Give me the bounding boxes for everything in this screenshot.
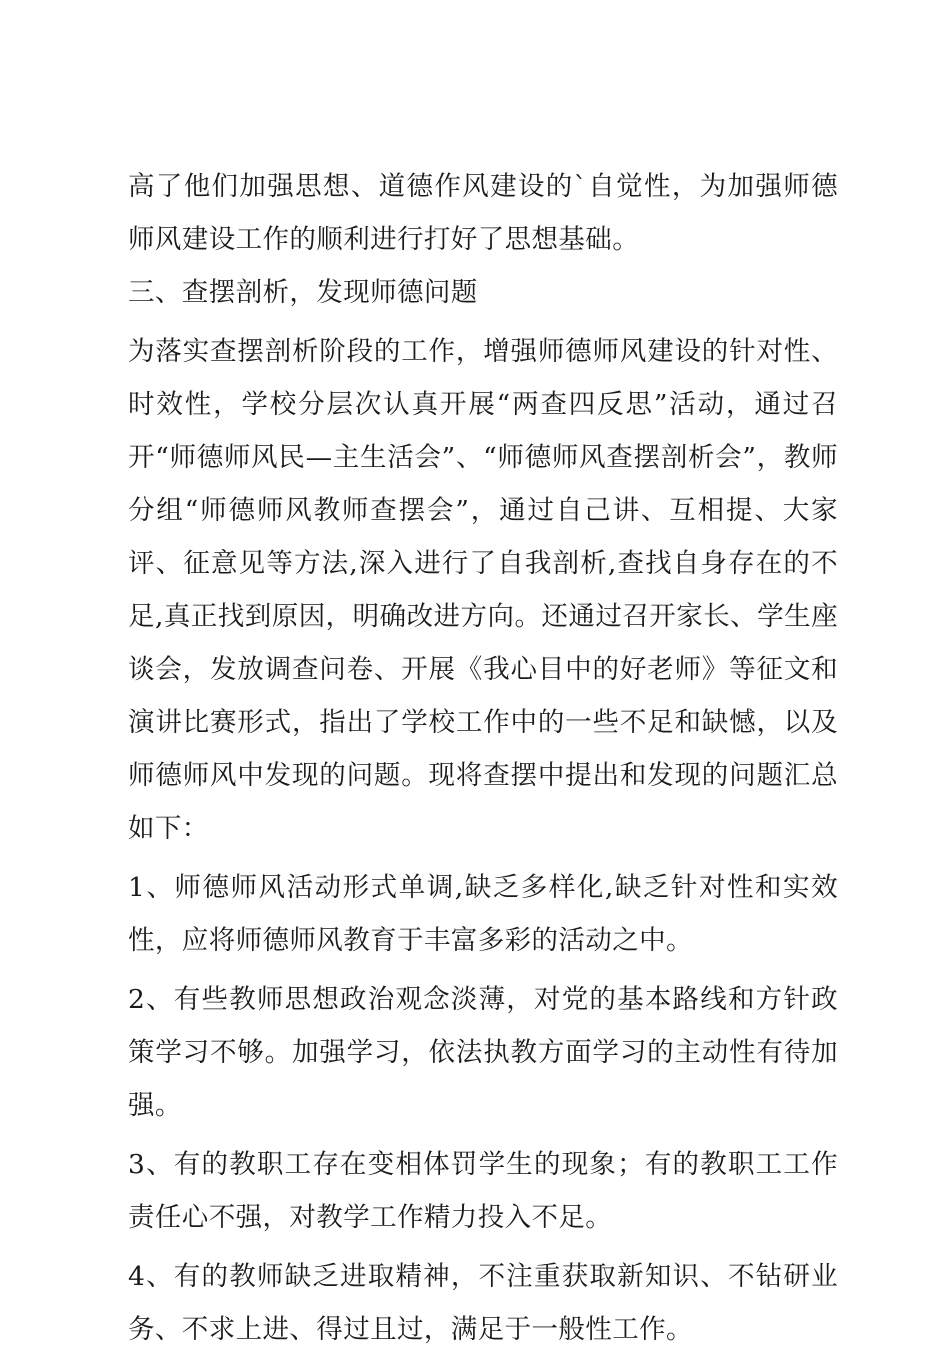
section-heading: 三、查摆剖析，发现师德问题 xyxy=(128,277,478,308)
paragraph-continuation: 高了他们加强思想、道德作风建设的`自觉性，为加强师德师风建设工作的顺利进行打好了思想基础。 xyxy=(128,171,838,255)
document-body xyxy=(128,160,838,1356)
list-item-3: 3、有的教职工存在变相体罚学生的现象；有的教职工工作责任心不强，对教学工作精力投入不足。 xyxy=(128,1149,838,1233)
list-item-2: 2、有些教师思想政治观念淡薄，对党的基本路线和方针政策学习不够。加强学习，依法执教方面学习的主动性有待加强。 xyxy=(128,984,838,1121)
paragraph-section-body: 为落实查摆剖析阶段的工作，增强师德师风建设的针对性、时效性，学校分层次认真开展“两查四反思”活动，通过召开“师德师风民—主生活会”、“师德师风查摆剖析会”，教师分组“师德师风教师查摆会”，通过自己讲、互相提、大家评、征意见等方法,深入进行了自我剖析,查找自身存在的不足,真正找到原因，明确改进方向。还通过召开家长、学生座谈会，发放调查问卷、开展《我心目中的好老师》等征文和演讲比赛形式，指出了学校工作中的一些不足和缺憾，以及师德师风中发现的问题。现将查摆中提出和发现的问题汇总如下： xyxy=(128,336,838,844)
list-item-4: 4、有的教师缺乏进取精神，不注重获取新知识、不钻研业务、不求上进、得过且过，满足于一般性工作。 xyxy=(128,1261,838,1345)
list-item-1: 1、师德师风活动形式单调,缺乏多样化,缺乏针对性和实效性，应将师德师风教育于丰富多彩的活动之中。 xyxy=(128,872,838,956)
